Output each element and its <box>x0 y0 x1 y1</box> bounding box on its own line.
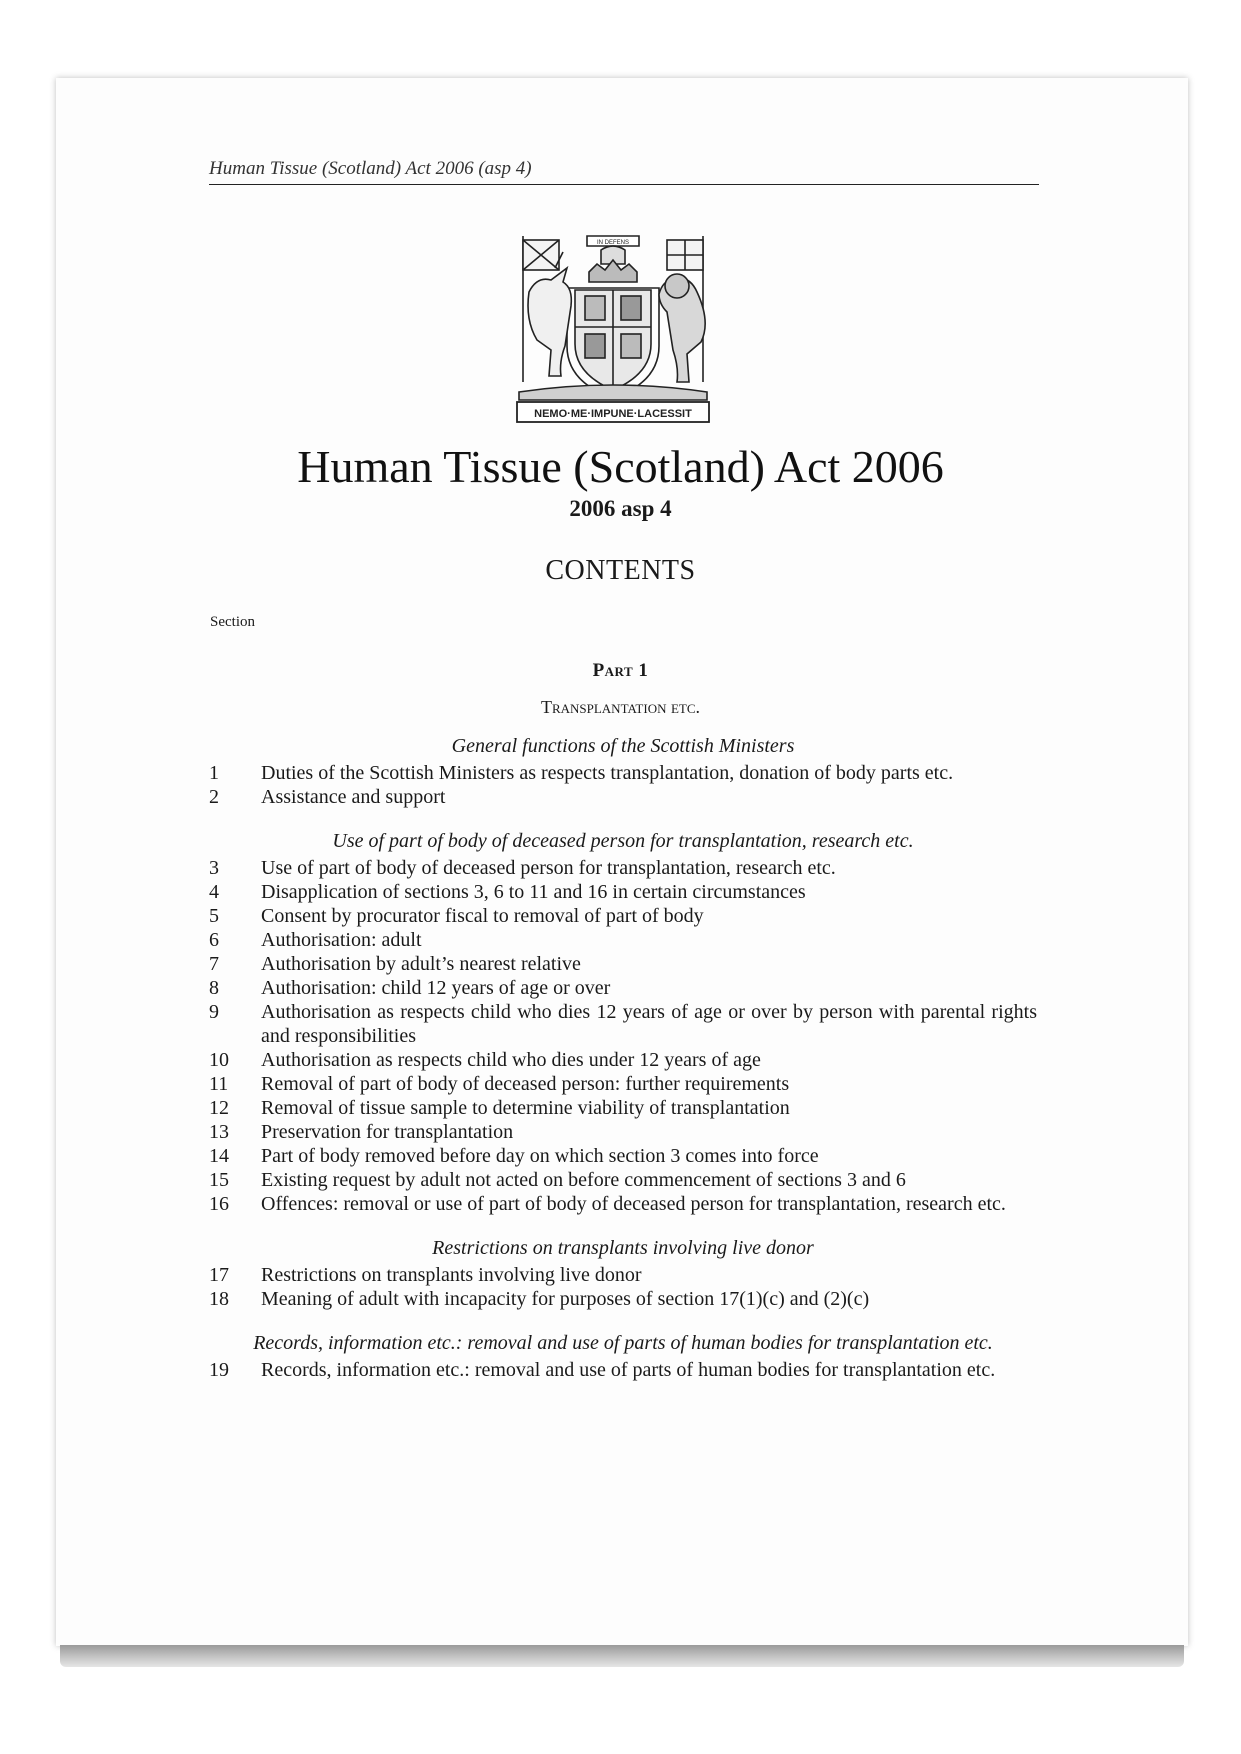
group-heading: Use of part of body of deceased person for transplantation, research etc. <box>332 830 914 852</box>
entry-number: 18 <box>209 1288 229 1310</box>
toc-entry[interactable] <box>209 928 1037 952</box>
toc-entry[interactable] <box>209 976 1037 1000</box>
toc-entry[interactable] <box>209 1000 1037 1048</box>
entry-number: 9 <box>209 1001 219 1023</box>
entry-title: Authorisation by adult’s nearest relative <box>261 953 581 975</box>
entry-number: 1 <box>209 762 219 784</box>
toc-entry[interactable] <box>209 1192 1037 1216</box>
toc-entry[interactable] <box>209 1168 1037 1192</box>
entry-number: 2 <box>209 786 219 808</box>
act-title: Human Tissue (Scotland) Act 2006 <box>297 441 944 492</box>
royal-coat-of-arms-icon <box>505 232 721 428</box>
entry-title: Disapplication of sections 3, 6 to 11 and 16 in certain circumstances <box>261 881 806 903</box>
entry-number: 19 <box>209 1359 229 1381</box>
toc-entry[interactable] <box>209 1072 1037 1096</box>
entry-title: Removal of part of body of deceased person: further requirements <box>261 1073 790 1095</box>
toc-entry[interactable] <box>209 761 1037 785</box>
entry-number: 7 <box>209 953 219 975</box>
toc-entry[interactable] <box>209 1263 1037 1287</box>
act-subtitle: 2006 asp 4 <box>569 496 672 521</box>
toc-entry[interactable] <box>209 1287 1037 1311</box>
toc-group <box>209 1331 1037 1382</box>
entry-number: 3 <box>209 857 219 879</box>
toc-group <box>209 1236 1037 1311</box>
entry-title: Assistance and support <box>261 786 446 808</box>
toc-entry[interactable] <box>209 1120 1037 1144</box>
group-heading: Records, information etc.: removal and use of parts of human bodies for transplantation etc. <box>253 1332 993 1354</box>
group-heading: Restrictions on transplants involving live donor <box>432 1237 814 1259</box>
toc-entry[interactable] <box>209 952 1037 976</box>
part-subtitle: Transplantation etc. <box>540 697 701 717</box>
part-title: Part 1 <box>592 660 649 681</box>
entry-number: 16 <box>209 1193 229 1215</box>
toc-entry[interactable] <box>209 1048 1037 1072</box>
entry-title: Preservation for transplantation <box>261 1121 514 1143</box>
section-label: Section <box>210 614 255 630</box>
entry-number: 8 <box>209 977 219 999</box>
entry-title: Meaning of adult with incapacity for purposes of section 17(1)(c) and (2)(c) <box>261 1288 870 1310</box>
entry-title: Restrictions on transplants involving live donor <box>261 1264 642 1286</box>
entry-number: 6 <box>209 929 219 951</box>
toc-entry[interactable] <box>209 856 1037 880</box>
entry-number: 10 <box>209 1049 229 1071</box>
entry-number: 17 <box>209 1264 229 1286</box>
entry-title: Records, information etc.: removal and use of parts of human bodies for transplantation etc. <box>261 1359 996 1381</box>
crest-motto: NEMO·ME·IMPUNE·LACESSIT <box>534 408 692 420</box>
entry-title: Use of part of body of deceased person for transplantation, research etc. <box>261 857 836 879</box>
toc-entry[interactable] <box>209 1358 1037 1382</box>
entry-title: Part of body removed before day on which section 3 comes into force <box>261 1145 819 1167</box>
entry-title: Existing request by adult not acted on before commencement of sections 3 and 6 <box>261 1169 906 1191</box>
toc-entry[interactable] <box>209 1096 1037 1120</box>
entry-number: 12 <box>209 1097 229 1119</box>
page-shadow <box>60 1645 1184 1667</box>
toc-entry[interactable] <box>209 880 1037 904</box>
entry-title: Duties of the Scottish Ministers as respects transplantation, donation of body parts etc. <box>261 762 954 784</box>
entry-title: Removal of tissue sample to determine viability of transplantation <box>261 1097 790 1119</box>
entry-title: Authorisation: adult <box>261 929 422 951</box>
entry-title: Authorisation as respects child who dies 12 years of age or over by person with parental rights and responsibilities <box>261 1001 1037 1047</box>
toc-entry[interactable] <box>209 785 1037 809</box>
entry-title: Offences: removal or use of part of body of deceased person for transplantation, research etc. <box>261 1193 1006 1215</box>
entry-title: Authorisation as respects child who dies under 12 years of age <box>261 1049 761 1071</box>
entry-title: Authorisation: child 12 years of age or over <box>261 977 611 999</box>
toc-group <box>209 829 1037 1216</box>
entry-number: 15 <box>209 1169 229 1191</box>
crest-banner-text: IN DEFENS <box>596 240 630 246</box>
group-heading: General functions of the Scottish Ministers <box>451 735 795 757</box>
entry-number: 11 <box>209 1073 229 1095</box>
entry-number: 4 <box>209 881 219 903</box>
entry-title: Consent by procurator fiscal to removal of part of body <box>261 905 704 927</box>
entry-number: 5 <box>209 905 219 927</box>
contents-heading: CONTENTS <box>545 555 696 586</box>
toc-entry[interactable] <box>209 1144 1037 1168</box>
toc-entry[interactable] <box>209 904 1037 928</box>
table-of-contents <box>209 734 1037 1402</box>
entry-number: 14 <box>209 1145 229 1167</box>
running-head: Human Tissue (Scotland) Act 2006 (asp 4) <box>209 158 1039 185</box>
toc-group <box>209 734 1037 809</box>
entry-number: 13 <box>209 1121 229 1143</box>
